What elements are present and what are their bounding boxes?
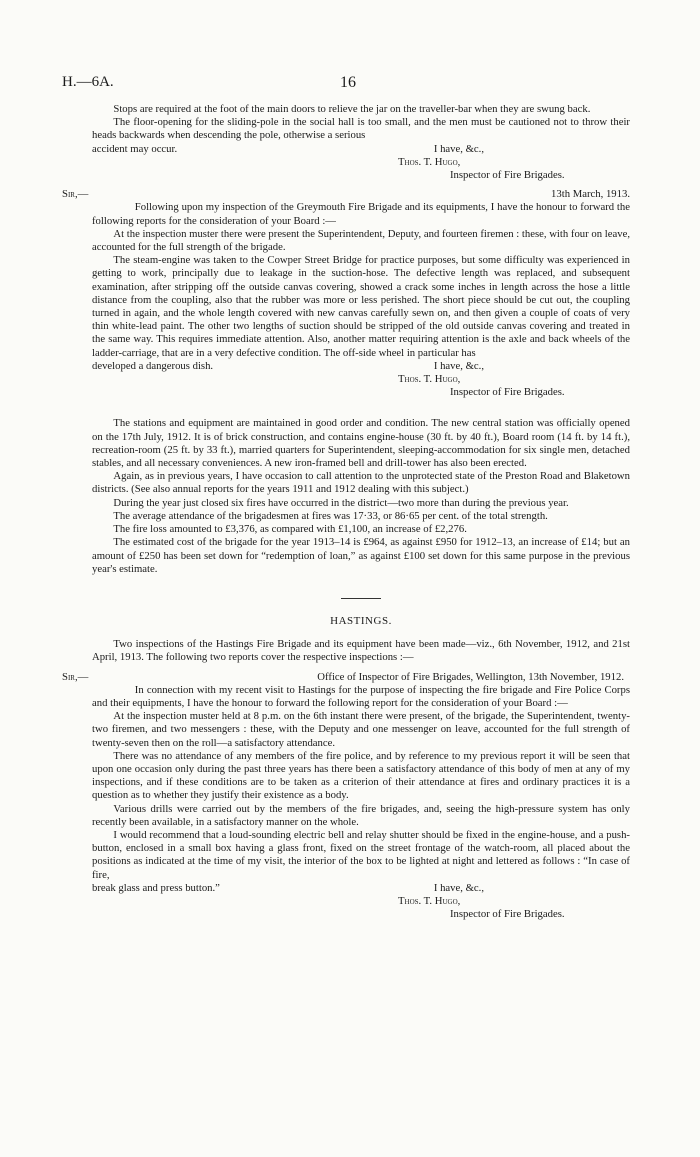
summary-paragraph: During the year just closed six fires have occurred in the district—two more than during the previous year. [113,496,569,509]
summary-paragraph: The average attendance of the brigadesmen at fires was 17·33, or 86·65 per cent. of the total strength. [113,509,548,522]
closing-row [92,360,630,373]
salutation: Sir,— [62,188,89,201]
body-paragraph: Stops are required at the foot of the main doors to relieve the jar on the traveller-bar when they are swung back. [113,103,591,115]
closing-phrase: I have, &c., [433,359,484,372]
hastings-section [62,614,630,921]
salutation: Sir,— [62,670,89,683]
salutation-row [62,671,630,684]
signer-title: Inspector of Fire Brigades. [450,169,565,182]
letter-dateline: Office of Inspector of Fire Brigades, Wellington, 13th November, 1912. [317,670,624,683]
report-reference: H.—6A. [62,74,114,90]
signature-block [92,156,630,182]
body-paragraph: I would recommend that a loud-sounding electric bell and relay shutter should be fixed in the engine-house, and a push-button, enclosed in a small box having a glass front, fixed on the street frontage of the watch-room, all placed about the positions as indicated at the time of my visit, the interior of the box to be lighted at night and lettered as follows : “In case of fire, [92,828,630,881]
salutation-row [62,188,630,201]
page-header [62,74,662,94]
section-divider [341,598,381,599]
letter-greymouth-continued [92,103,630,182]
greymouth-summary [92,417,630,575]
body-paragraph: There was no attendance of any members of the fire police, and by reference to my previous report it will be seen that upon one occasion only during the past three years has there been a satisfactory attendance of this body of men at any of my inspections, and if these conditions are to be taken as a criterion of their attendance at fires and ordinary practices it is a question as to whether they justify their existence as a body. [92,749,630,802]
body-paragraph: The steam-engine was taken to the Cowper Street Bridge for practice purposes, but some difficulty was experienced in getting to work, principally due to leakage in the suction-hose. The defective length was replaced, and subsequent examination, after stripping off the outside canvas covering, showed a crack some inches in length across the hose a little distance from the coupling, also that the rubber was more or less perished. The short piece should be cut out, the coupling turned in again, and the whole length covered with new canvas carefully sewn on, and then given a couple of coats of very thin white-lead paint. The other two lengths of suction should be stripped of the old outside canvas covering and treated in the same way. This requires immediate attention. Also, another matter requiring attention is the axle and back wheels of the ladder-carriage, that are in a very defective condition. The off-side wheel in particular has [92,254,630,359]
summary-paragraph: The estimated cost of the brigade for the year 1913–14 is £964, as against £950 for 1912–13, an increase of £14; but an amount of £250 has been set down for “redemption of loan,” as against £100 set down for this same purpose in the previous year's estimate. [92,536,630,575]
signer-name: Thos. T. Hugo, [398,894,461,907]
signer-title: Inspector of Fire Brigades. [450,386,565,399]
page-content [62,103,630,921]
summary-paragraph: The stations and equipment are maintained in good order and condition. The new central station was officially opened on the 17th July, 1912. It is of brick construction, and contains engine-house (30 ft. by 40 ft.), Board room (14 ft. by 14 ft.), recreation-room (25 ft. by 33 ft.), married quarters for Superintendent, sleeping-accommodation for six single men, detached stables, and all necessary conveniences. A new iron-framed bell and drill-tower has also been erected. [92,417,630,470]
body-paragraph: At the inspection muster held at 8 p.m. on the 6th instant there were present, of the brigade, the Superintendent, twenty-two firemen, and two messengers : these, with the Deputy and one messenger on leave, accounted for the full strength of twenty-seven then on the roll—a satisfactory attendance. [92,710,630,749]
body-paragraph: Various drills were carried out by the members of the fire brigades, and, seeing the high-pressure system has only recently been available, in a satisfactory manner on the whole. [92,802,630,828]
summary-paragraph: Again, as in previous years, I have occasion to call attention to the unprotected state of the Preston Road and Blaketown districts. (See also annual reports for the years 1911 and 1912 dealing with this subject.) [92,470,630,496]
letter-greymouth [62,188,630,399]
section-intro: Two inspections of the Hastings Fire Brigade and its equipment have been made—viz., 6th November, 1912, and 21st April, 1913. The following two reports cover the respective inspections :— [92,638,630,664]
body-paragraph: Following upon my inspection of the Greymouth Fire Brigade and its equipments, I have the honour to forward the following reports for the consideration of your Board :— [92,201,630,227]
paragraph-end-line: developed a dangerous dish. [92,359,214,372]
closing-phrase: I have, &c., [433,142,484,155]
body-paragraph: At the inspection muster there were present the Superintendent, Deputy, and fourteen firemen : these, with four on leave, accounted for the full strength of the brigade. [92,227,630,254]
closing-row [92,882,630,895]
letter-date: 13th March, 1913. [551,188,630,201]
signature-block [92,895,630,921]
page-number: 16 [340,74,356,91]
summary-paragraph: The fire loss amounted to £3,376, as compared with £1,100, an increase of £2,276. [113,523,467,536]
signer-name: Thos. T. Hugo, [398,373,461,386]
body-paragraph: The floor-opening for the sliding-pole in the social hall is too small, and the men must be cautioned not to throw their heads backwards when descending the pole, otherwise a serious [92,116,630,142]
signer-name: Thos. T. Hugo, [398,155,461,168]
body-paragraph: In connection with my recent visit to Hastings for the purpose of inspecting the fire brigade and Fire Police Corps and their equipments, I have the honour to forward the following report for the consideration of your Board :— [92,683,630,709]
paragraph-end-line: break glass and press button.” [92,881,220,894]
paragraph-end-line: accident may occur. [92,142,178,155]
closing-phrase: I have, &c., [433,881,484,894]
signature-block [92,373,630,399]
section-heading: HASTINGS. [330,614,392,627]
closing-row [92,143,630,156]
signer-title: Inspector of Fire Brigades. [450,908,565,921]
